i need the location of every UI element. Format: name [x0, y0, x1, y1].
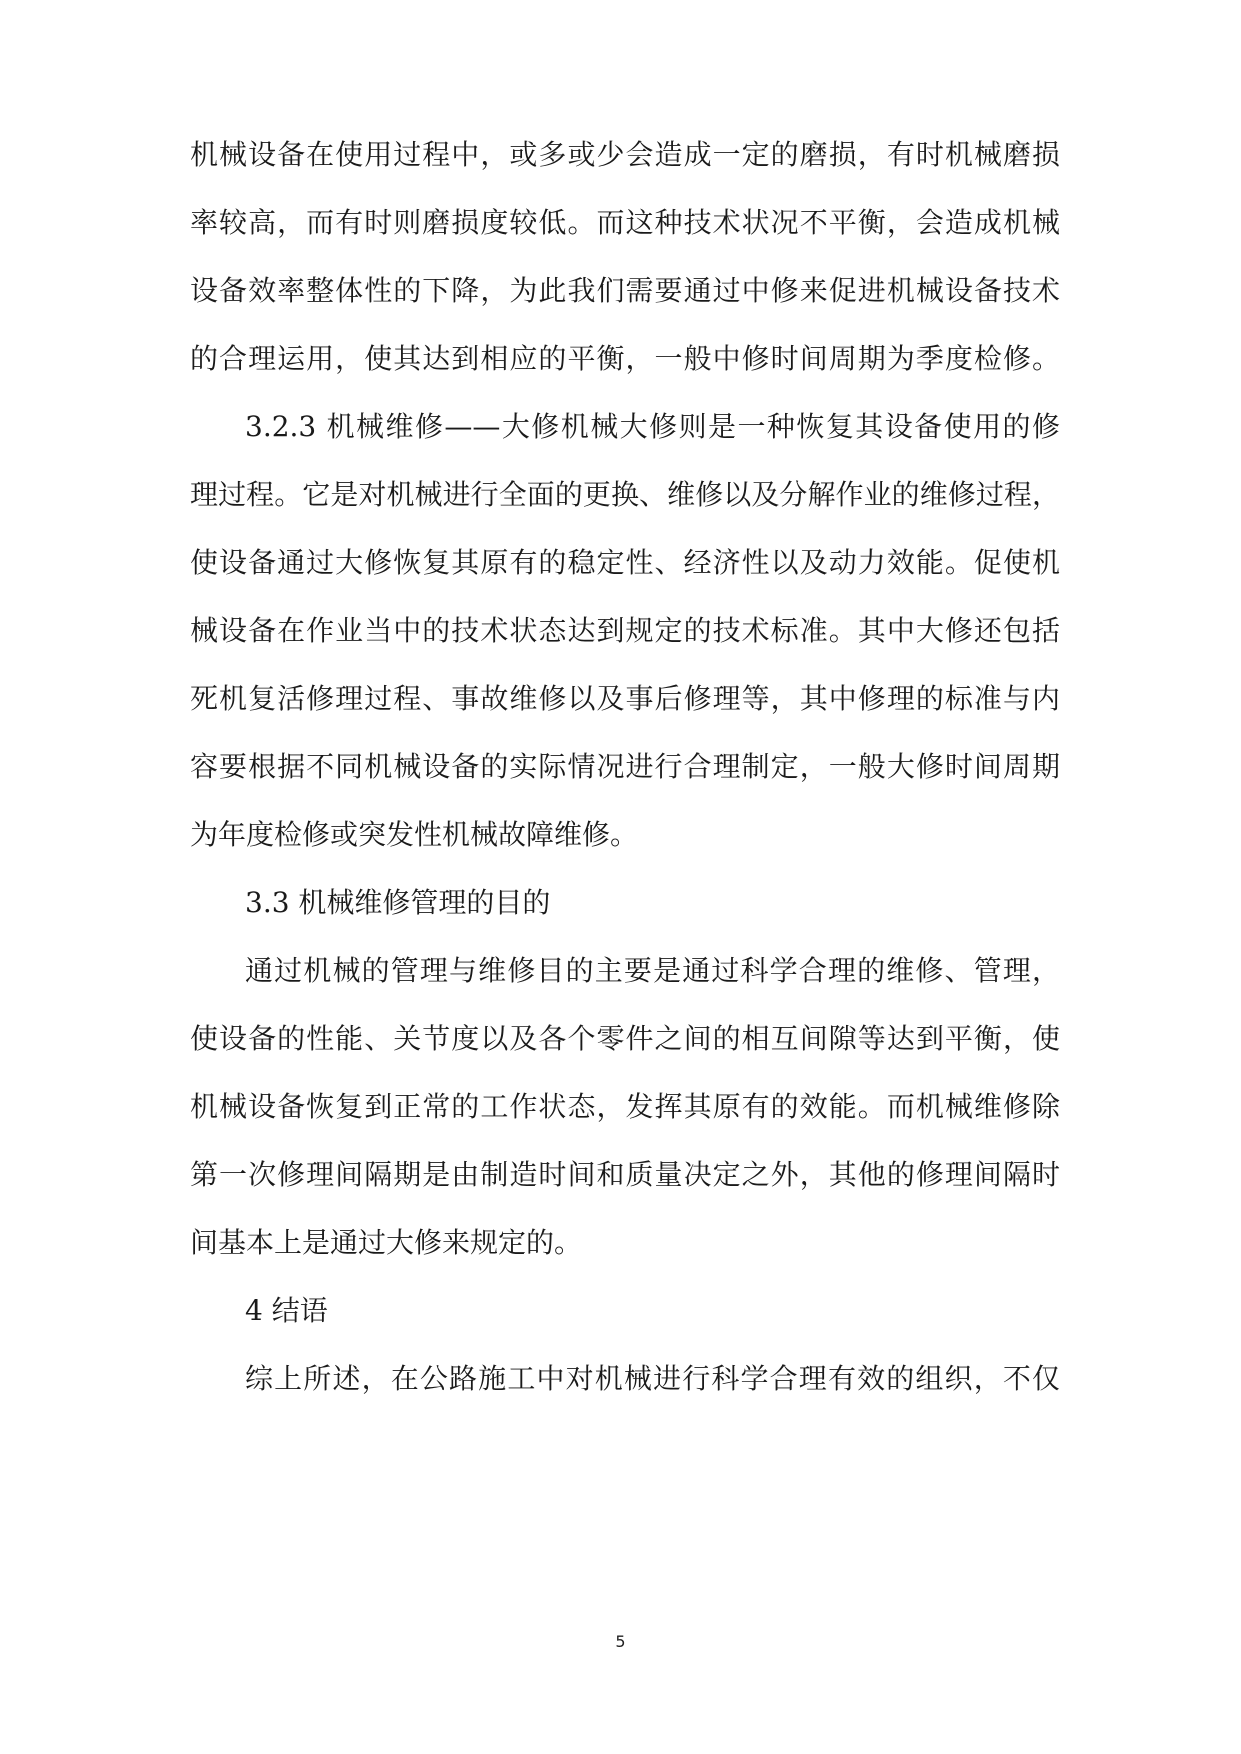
page-number: 5	[615, 1632, 626, 1651]
text-line: 死机复活修理过程、事故维修以及事后修理等，其中修理的标准与内	[190, 682, 1060, 715]
text-line: 第一次修理间隔期是由制造时间和质量决定之外，其他的修理间隔时	[190, 1158, 1060, 1191]
text-line: 械设备在作业当中的技术状态达到规定的技术标准。其中大修还包括	[190, 614, 1060, 647]
text-line: 的合理运用，使其达到相应的平衡，一般中修时间周期为季度检修。	[190, 342, 1060, 375]
text-line: 使设备的性能、关节度以及各个零件之间的相互间隙等达到平衡，使	[190, 1022, 1060, 1055]
text-line: 使设备通过大修恢复其原有的稳定性、经济性以及动力效能。促使机	[190, 546, 1060, 579]
text-line: 机械设备在使用过程中，或多或少会造成一定的磨损，有时机械磨损	[190, 138, 1060, 171]
text-line: 理过程。它是对机械进行全面的更换、维修以及分解作业的维修过程，	[190, 478, 1060, 511]
text-line: 综上所述，在公路施工中对机械进行科学合理有效的组织，不仅	[245, 1362, 1060, 1395]
section-heading-3-3: 3.3 机械维修管理的目的	[245, 886, 551, 919]
text-line: 为年度检修或突发性机械故障维修。	[190, 818, 639, 851]
text-line: 机械设备恢复到正常的工作状态，发挥其原有的效能。而机械维修除	[190, 1090, 1060, 1123]
text-line: 率较高，而有时则磨损度较低。而这种技术状况不平衡，会造成机械	[190, 206, 1060, 239]
text-line: 间基本上是通过大修来规定的。	[190, 1226, 583, 1259]
text-line: 容要根据不同机械设备的实际情况进行合理制定，一般大修时间周期	[190, 750, 1060, 783]
section-heading-4: 4 结语	[245, 1294, 328, 1327]
text-line: 通过机械的管理与维修目的主要是通过科学合理的维修、管理，	[245, 954, 1060, 987]
text-line: 设备效率整体性的下降，为此我们需要通过中修来促进机械设备技术	[190, 274, 1060, 307]
section-heading-3-2-3: 3.2.3 机械维修——大修机械大修则是一种恢复其设备使用的修	[245, 410, 1060, 443]
